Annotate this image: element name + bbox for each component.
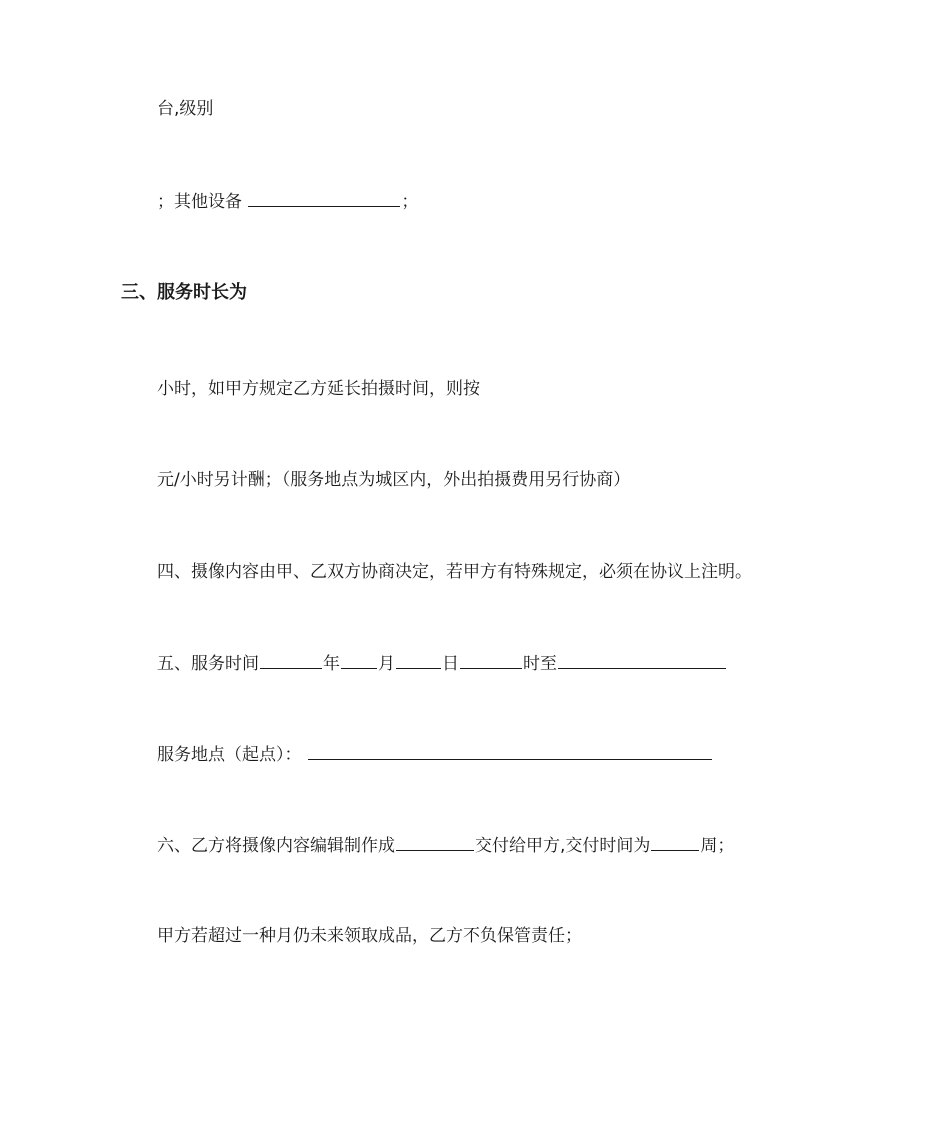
month-blank[interactable] bbox=[341, 650, 377, 669]
section-3-heading: 三、服务时长为 bbox=[121, 282, 247, 303]
service-location-blank[interactable] bbox=[308, 741, 712, 760]
text-line-pickup-responsibility: 甲方若超过一种月仍未来领取成品，乙方不负保管责任； bbox=[157, 926, 582, 946]
text-line-hours: 小时，如甲方规定乙方延长拍摄时间，则按 bbox=[157, 379, 480, 399]
section-6-text bbox=[157, 832, 734, 858]
product-form-blank[interactable] bbox=[396, 832, 474, 851]
month-label: 月 bbox=[378, 654, 395, 674]
day-blank[interactable] bbox=[396, 650, 441, 669]
text-line-service-location bbox=[157, 741, 713, 767]
year-blank[interactable] bbox=[260, 650, 322, 669]
text-line-other-equipment bbox=[157, 188, 418, 214]
other-equipment-label: ；其他设备 bbox=[157, 192, 242, 212]
section-6-label-b: 交付给甲方,交付时间为 bbox=[475, 836, 651, 856]
text-line-level bbox=[157, 97, 213, 121]
year-label: 年 bbox=[323, 654, 340, 674]
other-equipment-blank[interactable] bbox=[248, 188, 400, 207]
section-5-service-time bbox=[157, 650, 727, 676]
until-blank[interactable] bbox=[558, 650, 726, 669]
text-line-rate: 元/小时另计酬；（服务地点为城区内，外出拍摄费用另行协商） bbox=[157, 470, 631, 490]
hour-blank[interactable] bbox=[460, 650, 522, 669]
delivery-weeks-blank[interactable] bbox=[651, 832, 699, 851]
level-text: 台,级别 bbox=[157, 99, 214, 119]
section-4-text: 四、摄像内容由甲、乙双方协商决定，若甲方有特殊规定，必须在协议上注明。 bbox=[157, 562, 752, 582]
section-6-label-a: 六、乙方将摄像内容编辑制作成 bbox=[157, 836, 395, 856]
other-equipment-end: ； bbox=[401, 192, 419, 212]
service-location-label: 服务地点（起点）： bbox=[157, 745, 302, 765]
service-time-label: 五、服务时间 bbox=[157, 654, 259, 674]
section-6-label-c: 周； bbox=[700, 836, 735, 856]
day-label: 日 bbox=[442, 654, 459, 674]
until-label: 时至 bbox=[523, 654, 557, 674]
